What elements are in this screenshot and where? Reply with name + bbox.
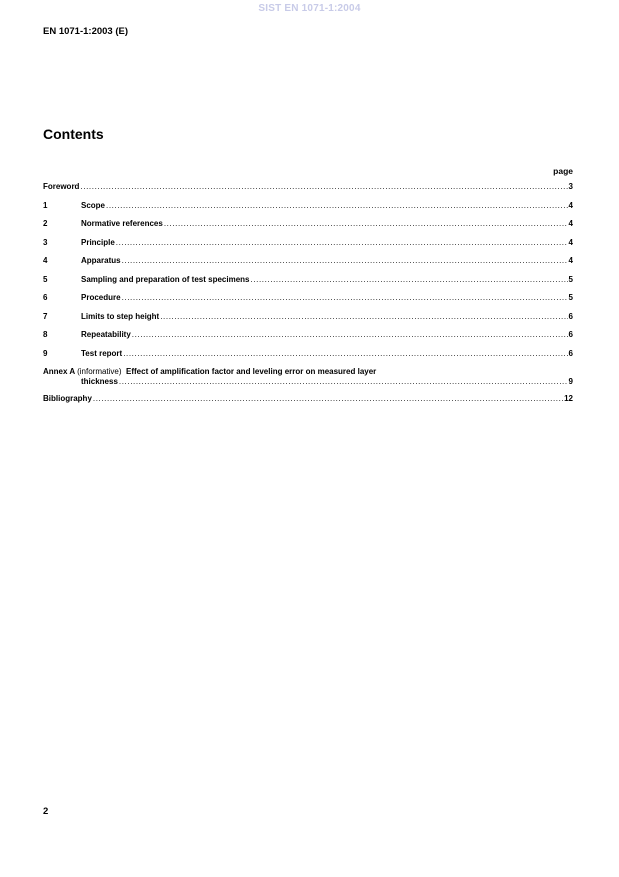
toc-entry-number: 1 (43, 200, 48, 210)
toc-entry-page: 5 (568, 274, 573, 284)
dot-leader (116, 238, 568, 248)
dot-leader (93, 394, 563, 404)
dot-leader (106, 201, 568, 211)
contents-title: Contents (43, 126, 104, 142)
dot-leader (80, 182, 567, 192)
toc-entry-title: Limits to step height (81, 311, 160, 321)
toc-entry-foreword[interactable] (43, 182, 573, 201)
toc-entry-clause-6[interactable] (43, 293, 573, 312)
toc-entry-page: 6 (568, 311, 573, 321)
toc-entry-clause-3[interactable] (43, 238, 573, 257)
toc-entry-title: Scope (81, 200, 106, 210)
dot-leader (132, 330, 568, 340)
dot-leader (250, 275, 567, 285)
toc-entry-page: 6 (568, 348, 573, 358)
dot-leader (160, 312, 567, 322)
toc-entry-page: 3 (568, 182, 573, 191)
toc-entry-title: Apparatus (81, 256, 121, 265)
toc-entry-annex-a[interactable] (43, 367, 573, 394)
toc-entry-title: Test report (81, 348, 123, 358)
annex-title-line-1 (43, 367, 573, 377)
annex-title-line-2 (43, 377, 573, 387)
toc-entry-number: 3 (43, 237, 48, 247)
toc-entry-number: 9 (43, 348, 48, 358)
toc-entry-clause-5[interactable] (43, 275, 573, 294)
page-number: 2 (43, 806, 49, 817)
dot-leader (123, 349, 567, 359)
toc-entry-page: 5 (568, 293, 573, 302)
page-column-label: page (553, 166, 573, 176)
annex-type: (informative) (77, 367, 122, 376)
toc-entry-page: 4 (568, 237, 573, 247)
toc-entry-title: Foreword (43, 182, 80, 191)
toc-entry-clause-4[interactable] (43, 256, 573, 275)
dot-leader (119, 377, 568, 387)
toc-entry-page: 6 (568, 330, 573, 339)
toc-entry-clause-9[interactable] (43, 349, 573, 368)
annex-label: Annex A (43, 367, 75, 376)
toc-entry-bibliography[interactable] (43, 394, 573, 413)
watermark: SIST EN 1071-1:2004 (258, 3, 361, 14)
toc-entry-clause-7[interactable] (43, 312, 573, 331)
toc-entry-page: 9 (568, 377, 573, 386)
table-of-contents (43, 182, 573, 413)
toc-entry-number: 5 (43, 274, 48, 284)
toc-entry-title: Sampling and preparation of test specimens (81, 274, 250, 284)
toc-entry-number: 7 (43, 311, 48, 321)
dot-leader (122, 293, 568, 303)
toc-entry-page: 4 (568, 219, 573, 228)
toc-entry-clause-8[interactable] (43, 330, 573, 349)
toc-entry-title: Bibliography (43, 394, 92, 403)
toc-entry-page: 4 (568, 256, 573, 265)
dot-leader (164, 219, 568, 229)
toc-entry-clause-1[interactable] (43, 201, 573, 220)
dot-leader (122, 256, 568, 266)
toc-entry-title: Repeatability (81, 330, 131, 339)
toc-entry-number: 8 (43, 330, 48, 339)
toc-entry-title: Principle (81, 237, 115, 247)
toc-entry-title: Normative references (81, 219, 163, 228)
toc-entry-title: Procedure (81, 293, 121, 302)
toc-entry-clause-2[interactable] (43, 219, 573, 238)
annex-title-continued: thickness (81, 377, 118, 386)
toc-entry-page: 4 (568, 200, 573, 210)
annex-title: Effect of amplification factor and leveling error on measured layer (126, 367, 377, 376)
toc-entry-number: 2 (43, 219, 48, 228)
document-id-header: EN 1071-1:2003 (E) (43, 26, 129, 37)
toc-entry-number: 4 (43, 256, 48, 265)
toc-entry-page: 12 (564, 394, 573, 403)
toc-entry-number: 6 (43, 293, 48, 302)
